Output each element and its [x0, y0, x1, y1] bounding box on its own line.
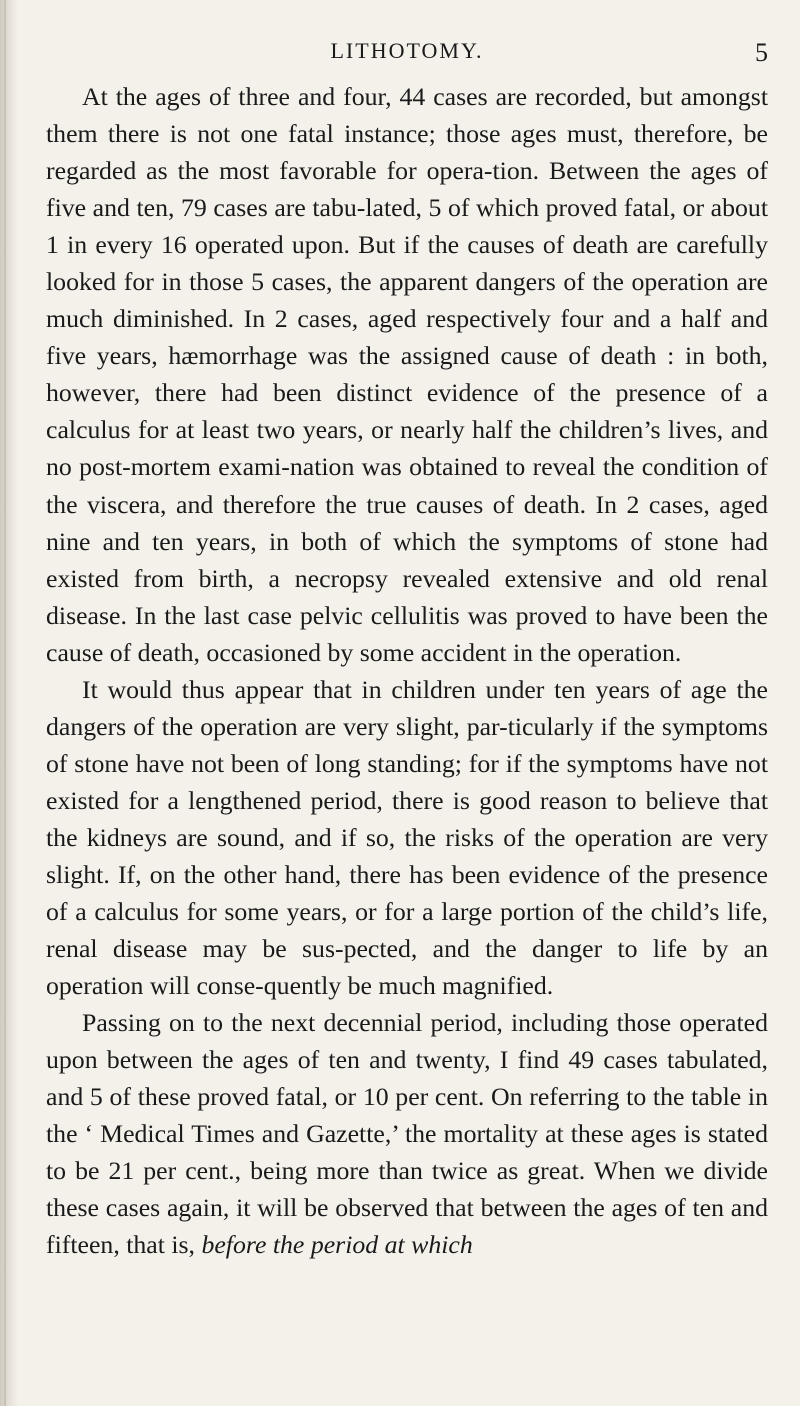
running-title: LITHOTOMY. [330, 38, 484, 63]
paragraph-3-text: Passing on to the next decennial period, including those operated upon between the ages of ten and twenty, I find 49 cases tabulated, and 5 of these proved fatal, or 10 per cent. On referring to the table in the ‘ Medical Times and Gazette,’ the mortality at these ages is stated to be 21 per cent., being more than twice as great. When we divide these cases again, it will be observed that between the ages of ten and fifteen, that is, [46, 1008, 768, 1260]
paragraph-3-italic-text: before the period at which [201, 1230, 473, 1260]
body-text [46, 78, 768, 1264]
scan-page-edge [0, 0, 18, 1406]
running-head [46, 38, 768, 78]
page-number: 5 [755, 38, 768, 67]
paragraph-1: At the ages of three and four, 44 cases are recorded, but amongst them there is not one fatal instance; those ages must, therefore, be regarded as the most favorable for opera-tion. Between the ages of five and ten, 79 cases are tabu-lated, 5 of which proved fatal, or about 1 in every 16 operated upon. But if the causes of death are carefully looked for in those 5 cases, the apparent dangers of the operation are much diminished. In 2 cases, aged respectively four and a half and five years, hæmorrhage was the assigned cause of death : in both, however, there had been distinct evidence of the presence of a calculus for at least two years, or nearly half the children’s lives, and no post-mortem exami-nation was obtained to reveal the condition of the viscera, and therefore the true causes of death. In 2 cases, aged nine and ten years, in both of which the symptoms of stone had existed from birth, a necropsy revealed extensive and old renal disease. In the last case pelvic cellulitis was proved to have been the cause of death, occasioned by some accident in the operation. [46, 82, 768, 667]
paragraph-3 [46, 1004, 768, 1263]
paragraph-2: It would thus appear that in children under ten years of age the dangers of the operation are very slight, par-ticularly if the symptoms of stone have not been of long standing; for if the symptoms have not existed for a lengthened period, there is good reason to believe that the kidneys are sound, and if so, the risks of the operation are very slight. If, on the other hand, there has been evidence of the presence of a calculus for some years, or for a large portion of the child’s life, renal disease may be sus-pected, and the danger to life by an operation will conse-quently be much magnified. [46, 674, 768, 1001]
book-page [46, 38, 768, 1264]
scan-binding-line [4, 0, 6, 1406]
